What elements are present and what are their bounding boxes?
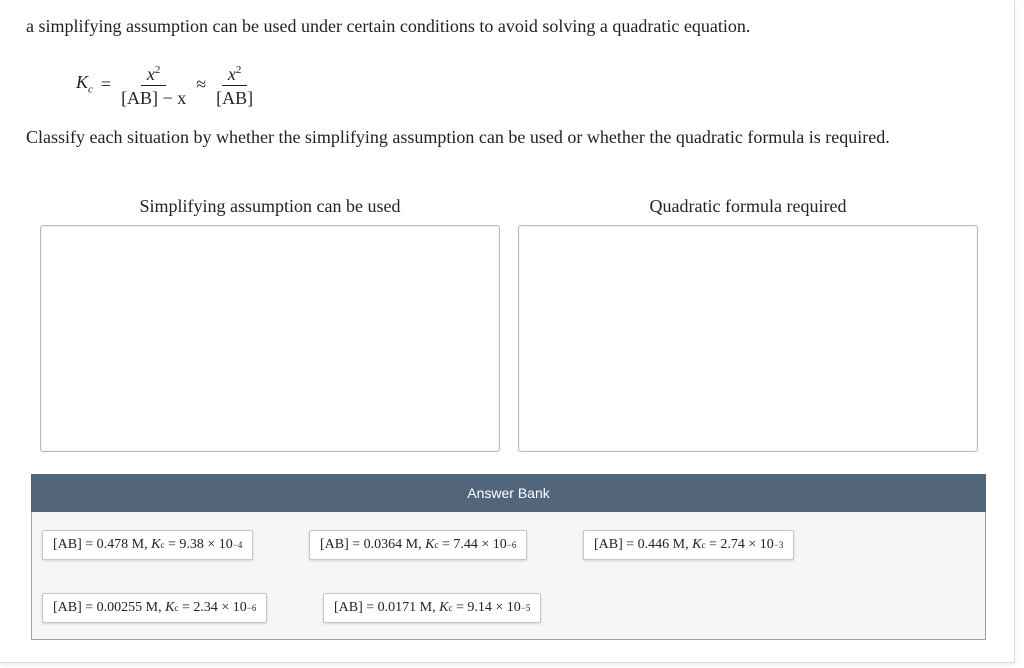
answer-chip[interactable]: [AB] = 0.446 M, K c = 2.74 × 10 −3 [583,530,794,560]
drop-zone-simplifying[interactable] [40,225,500,452]
zone-title-quadratic: Quadratic formula required [649,196,847,216]
fraction-exact: $\frac{x^2}{[AB] - x}$ [121,61,186,108]
instruction-text: Classify each situation by whether the simplifying assumption can be used or whether the quadratic formula is required. [26,127,890,147]
kc-formula [76,58,257,110]
zone-title-simplifying: Simplifying assumption can be used [139,196,401,216]
intro-text: a simplifying assumption can be used under certain conditions to avoid solving a quadratic equation. [26,16,751,36]
answer-bank-header [31,474,986,512]
answer-chip[interactable]: [AB] = 0.478 M, K c = 9.38 × 10 −4 [42,530,253,560]
drop-zone-quadratic[interactable] [518,225,978,452]
formula-lhs: $K_c$ [76,72,93,96]
answer-bank-title: Answer Bank [467,485,550,501]
answer-chip[interactable]: [AB] = 0.0171 M, K c = 9.14 × 10 −5 [323,593,541,623]
answer-chip[interactable]: [AB] = 0.0364 M, K c = 7.44 × 10 −6 [309,530,527,560]
answer-chip[interactable]: [AB] = 0.00255 M, K c = 2.34 × 10 −6 [42,593,267,623]
formula-equals: = [100,73,112,94]
fraction-approx: $\frac{x^2}{[AB]}$ [216,61,253,108]
formula-approx: ≈ [196,73,207,94]
